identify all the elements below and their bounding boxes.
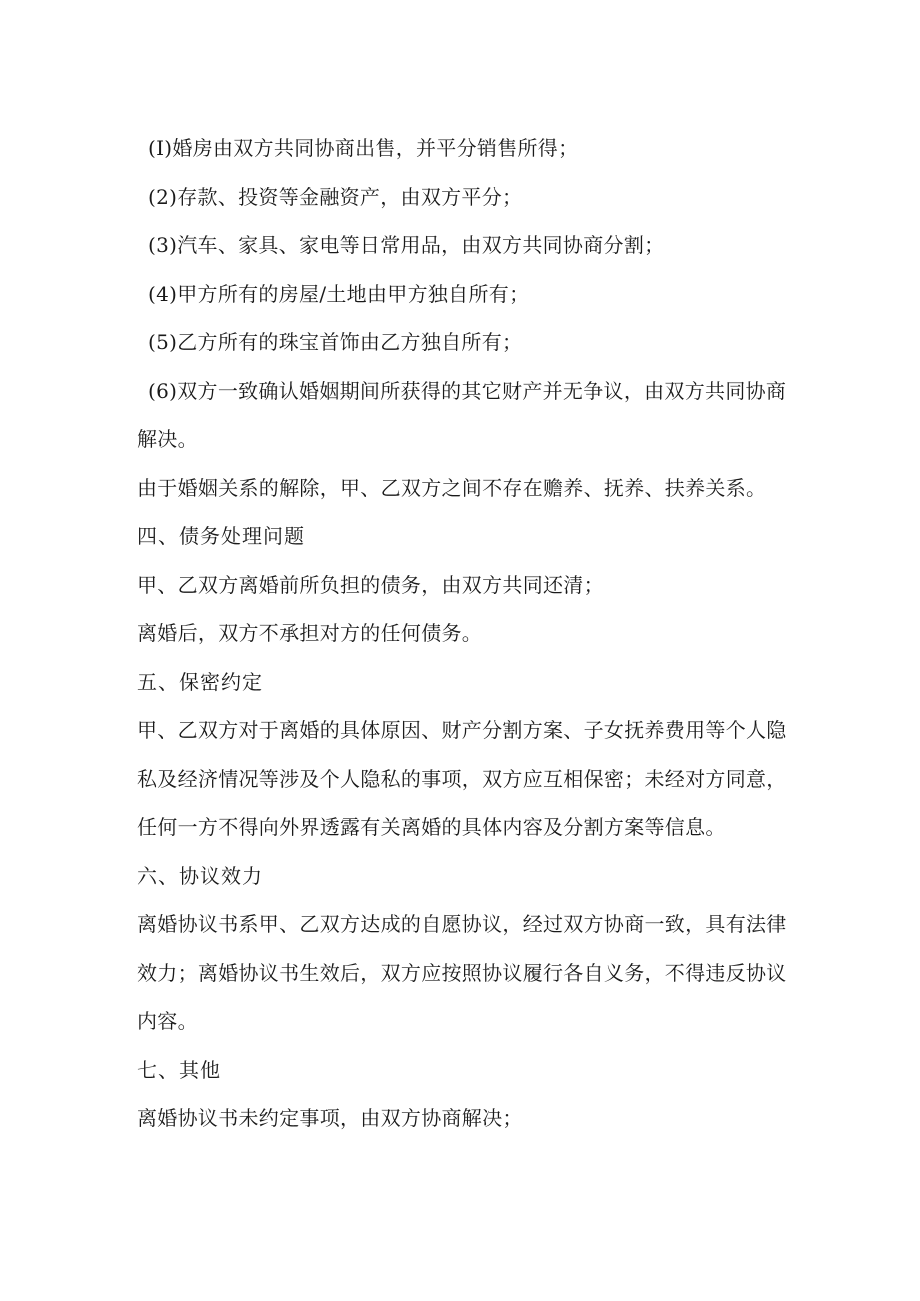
paragraph-line: 甲、乙双方对于离婚的具体原因、财产分割方案、子女抚养费用等个人隐 xyxy=(137,718,787,742)
paragraph-line: 离婚后，双方不承担对方的任何债务。 xyxy=(137,621,483,645)
list-item-daily-goods: (3)汽车、家具、家电等日常用品，由双方共同协商分割； xyxy=(148,233,665,257)
list-item-marital-home: (I)婚房由双方共同协商出售，并平分销售所得； xyxy=(148,136,579,160)
list-item-party-b-jewelry: (5)乙方所有的珠宝首饰由乙方独自所有； xyxy=(148,330,523,354)
paragraph-line: 由于婚姻关系的解除，甲、乙双方之间不存在赡养、抚养、扶养关系。 xyxy=(137,475,767,500)
section-heading-debt: 四、债务处理问题 xyxy=(137,524,305,548)
section-heading-confidentiality: 五、保密约定 xyxy=(137,669,263,694)
document-body xyxy=(137,124,787,1143)
paragraph-line: 解决。 xyxy=(137,427,198,451)
paragraph-line: 私及经济情况等涉及个人隐私的事项，双方应互相保密；未经对方同意， xyxy=(137,766,787,791)
section-heading-other: 七、其他 xyxy=(137,1057,221,1082)
paragraph-line: 甲、乙双方离婚前所负担的债务，由双方共同还清； xyxy=(137,572,604,597)
list-item-other-property: (6)双方一致确认婚姻期间所获得的其它财产并无争议，由双方共同协商 xyxy=(148,378,787,403)
paragraph-line: 内容。 xyxy=(137,1009,198,1033)
section-heading-validity: 六、协议效力 xyxy=(137,863,263,888)
paragraph-line: 离婚协议书未约定事项，由双方协商解决； xyxy=(137,1106,523,1130)
list-item-financial-assets: (2)存款、投资等金融资产，由双方平分； xyxy=(148,184,523,209)
paragraph-line: 效力；离婚协议书生效后，双方应按照协议履行各自义务，不得违反协议 xyxy=(137,960,787,985)
paragraph-line: 离婚协议书系甲、乙双方达成的自愿协议，经过双方协商一致，具有法律 xyxy=(137,912,787,936)
paragraph-line: 任何一方不得向外界透露有关离婚的具体内容及分割方案等信息。 xyxy=(137,815,726,839)
list-item-party-a-property: (4)甲方所有的房屋/土地由甲方独自所有； xyxy=(148,281,530,306)
